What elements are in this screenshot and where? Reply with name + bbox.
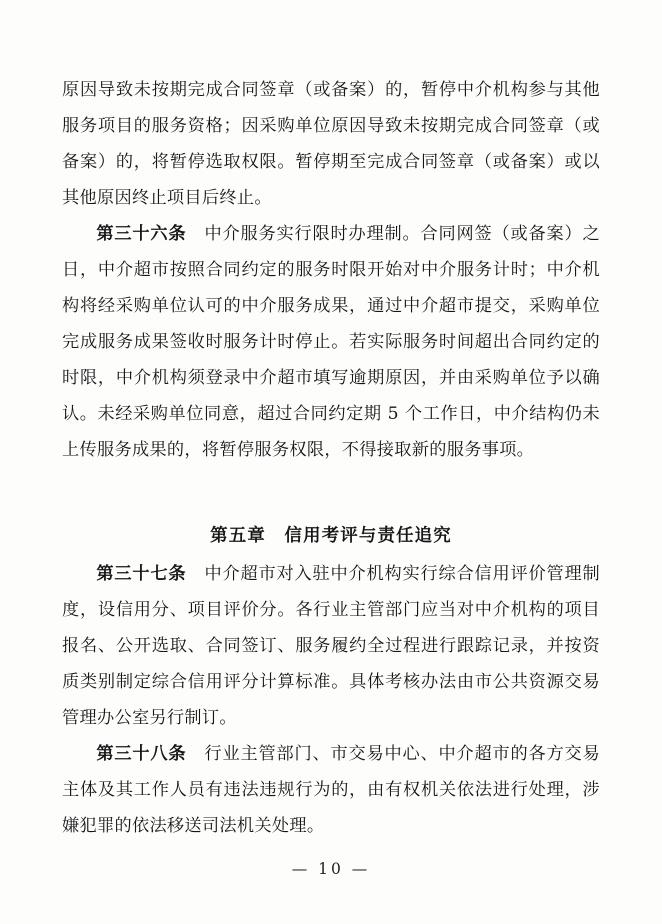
paragraph-article-36 xyxy=(62,216,600,468)
paragraph-article-37 xyxy=(62,556,600,736)
paragraph-article-38 xyxy=(62,736,600,844)
paragraph-text: 中介服务实行限时办理制。合同网签（或备案）之日，中介超市按照合同约定的服务时限开始对中介服务计时；中介机构将经采购单位认可的中介服务成果，通过中介超市提交，采购单位完成服务成果签收时服务计时停止。若实际服务时间超出合同约定的时限，中介机构须登录中介超市填写逾期原因，并由采购单位予以确认。未经采购单位同意，超过合同约定期 5 个工作日，中介结构仍未上传服务成果的，将暂停服务权限，不得接取新的服务事项。 xyxy=(62,224,600,460)
article-label-38: 第三十八条 xyxy=(96,744,187,764)
article-label-37: 第三十七条 xyxy=(96,564,187,584)
heading-spacer xyxy=(62,468,600,488)
page-number: — 10 — xyxy=(291,860,371,878)
paragraph-text: 行业主管部门、市交易中心、中介超市的各方交易主体及其工作人员有违法违规行为的，由有权机关依法进行处理，涉嫌犯罪的依法移送司法机关处理。 xyxy=(62,744,600,836)
chapter-heading: 第五章 信用考评与责任追究 xyxy=(210,526,452,546)
document-body xyxy=(62,72,600,844)
paragraph-text: 中介超市对入驻中介机构实行综合信用评价管理制度，设信用分、项目评价分。各行业主管部门应当对中介机构的项目报名、公开选取、合同签订、服务履约全过程进行跟踪记录，并按资质类别制定综合信用评分计算标准。具体考核办法由市公共资源交易管理办公室另行制订。 xyxy=(62,564,600,728)
article-label-36: 第三十六条 xyxy=(96,224,187,244)
paragraph-continuation xyxy=(62,72,600,216)
paragraph-text: 原因导致未按期完成合同签章（或备案）的，暂停中介机构参与其他服务项目的服务资格；因采购单位原因导致未按期完成合同签章（或备案）的，将暂停选取权限。暂停期至完成合同签章（或备案）或以其他原因终止项目后终止。 xyxy=(62,80,600,208)
